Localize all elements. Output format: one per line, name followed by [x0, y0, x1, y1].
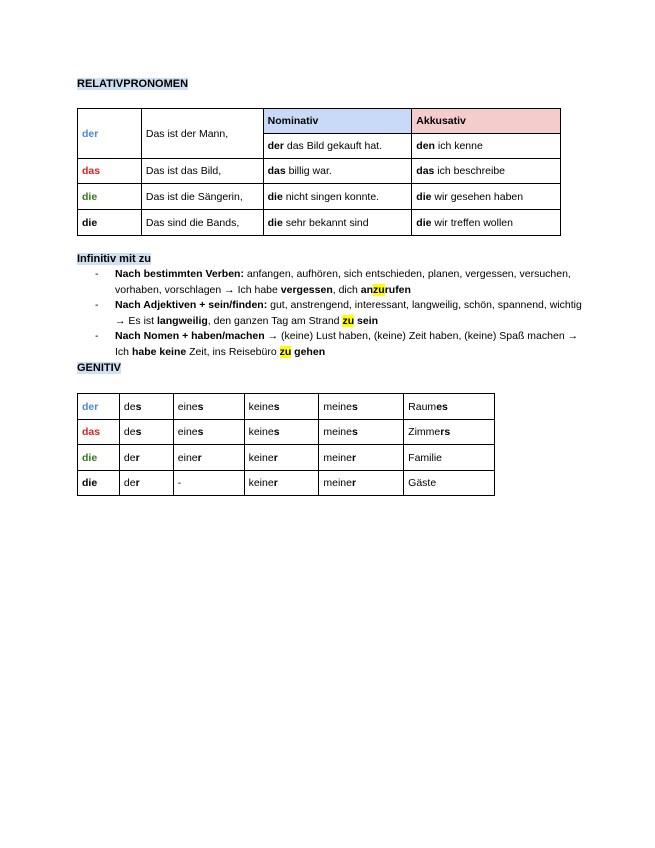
infinitiv-heading: Infinitiv mit zu: [77, 253, 151, 265]
genitiv-cell: des: [119, 394, 173, 420]
genitiv-cell: meines: [319, 420, 404, 445]
genitiv-cell: eines: [173, 420, 244, 445]
rule-text: Zeit, ins Reisebüro: [186, 345, 280, 358]
clause: billig war.: [285, 165, 332, 177]
article-cell: die: [78, 471, 120, 496]
table-row: [78, 210, 561, 236]
zu-highlight: zu: [279, 345, 292, 358]
genitiv-table: [77, 393, 495, 496]
article-cell: das: [78, 159, 142, 184]
genitiv-cell: des: [119, 420, 173, 445]
zu-highlight: zu: [342, 314, 355, 327]
pronoun: die: [416, 190, 432, 203]
pronoun: den: [416, 140, 435, 152]
table-row: [78, 109, 561, 134]
genitiv-cell: meiner: [319, 445, 404, 471]
rule-bold: langweilig: [157, 314, 208, 327]
rule-bold: sein: [354, 314, 379, 327]
rule-text: gut, anstrengend, interessant, langweilig, schön, spannend, wichtig → Es ist: [115, 299, 582, 327]
list-item: [95, 329, 585, 360]
genitiv-cell: meiner: [319, 471, 404, 496]
pronoun: die: [267, 190, 283, 203]
list-item: [95, 298, 585, 329]
clause: nicht singen konnte.: [282, 190, 380, 203]
table-row: [78, 420, 495, 445]
clause: sehr bekannt sind: [282, 216, 369, 229]
nominativ-header: Nominativ: [263, 109, 412, 134]
sentence-cell: Das ist die Sängerin,: [141, 184, 263, 210]
genitiv-cell: der: [119, 471, 173, 496]
pronoun: die: [267, 216, 283, 229]
genitiv-heading: GENITIV: [77, 362, 122, 374]
pronoun: der: [267, 140, 284, 152]
pronoun: das: [416, 165, 435, 177]
clause: das Bild gekauft hat.: [283, 140, 383, 152]
table-row: [78, 471, 495, 496]
rule-bold: vergessen: [280, 283, 333, 296]
noun-cell: Zimmers: [404, 420, 495, 445]
sentence-cell: Das sind die Bands,: [141, 210, 263, 236]
akkusativ-cell: [412, 134, 561, 159]
akkusativ-cell: [412, 159, 561, 184]
genitiv-cell: meines: [319, 394, 404, 420]
noun-cell: Raumes: [404, 394, 495, 420]
rule-bold: gehen: [291, 345, 326, 358]
genitiv-cell: keines: [244, 420, 319, 445]
noun-cell: Familie: [404, 445, 495, 471]
relativpronomen-table: [77, 108, 561, 236]
pronoun: die: [416, 216, 432, 229]
akkusativ-cell: [412, 210, 561, 236]
rule-text: anfangen, aufhören, sich entschieden, planen, vergessen, versuchen, vorhaben, vorschlagen → Ich habe: [115, 268, 571, 296]
genitiv-cell: der: [119, 445, 173, 471]
nominativ-cell: [263, 210, 412, 236]
table-row: [78, 394, 495, 420]
rule-bold: an: [360, 283, 374, 296]
table-row: [78, 445, 495, 471]
list-item: [95, 267, 585, 298]
zu-highlight: zu: [373, 283, 385, 296]
rule-text: , dich: [332, 283, 361, 296]
nominativ-cell: [263, 159, 412, 184]
article-cell: der: [78, 109, 142, 159]
article-cell: das: [78, 420, 120, 445]
clause: wir gesehen haben: [431, 190, 524, 203]
nominativ-cell: [263, 184, 412, 210]
article-cell: die: [78, 210, 142, 236]
genitiv-cell: -: [173, 471, 244, 496]
rule-text: , den ganzen Tag am Strand: [207, 314, 343, 327]
clause: ich beschreibe: [434, 165, 505, 177]
genitiv-cell: keiner: [244, 445, 319, 471]
akkusativ-header: Akkusativ: [412, 109, 561, 134]
nominativ-cell: [263, 134, 412, 159]
clause: ich kenne: [434, 140, 483, 152]
rule-lead: Nach Nomen + haben/machen: [115, 330, 265, 342]
article-cell: der: [78, 394, 120, 420]
genitiv-cell: eines: [173, 394, 244, 420]
pronoun: das: [267, 165, 286, 177]
rule-lead: Nach bestimmten Verben:: [115, 268, 244, 280]
table-row: [78, 184, 561, 210]
infinitiv-rules-list: [95, 267, 585, 360]
rule-bold: habe keine: [131, 345, 187, 358]
relativpronomen-heading: RELATIVPRONOMEN: [77, 78, 189, 90]
clause: wir treffen wollen: [431, 216, 513, 229]
genitiv-cell: einer: [173, 445, 244, 471]
noun-cell: Gäste: [404, 471, 495, 496]
genitiv-cell: keines: [244, 394, 319, 420]
sentence-cell: Das ist das Bild,: [141, 159, 263, 184]
sentence-cell: Das ist der Mann,: [141, 109, 263, 159]
rule-bold: rufen: [384, 283, 411, 296]
table-row: [78, 159, 561, 184]
rule-lead: Nach Adjektiven + sein/finden:: [115, 299, 268, 311]
akkusativ-cell: [412, 184, 561, 210]
rule-text: → (keine) Lust haben, (keine) Zeit haben, (keine) Spaß machen → Ich: [115, 330, 579, 358]
article-cell: die: [78, 445, 120, 471]
article-cell: die: [78, 184, 142, 210]
genitiv-cell: keiner: [244, 471, 319, 496]
